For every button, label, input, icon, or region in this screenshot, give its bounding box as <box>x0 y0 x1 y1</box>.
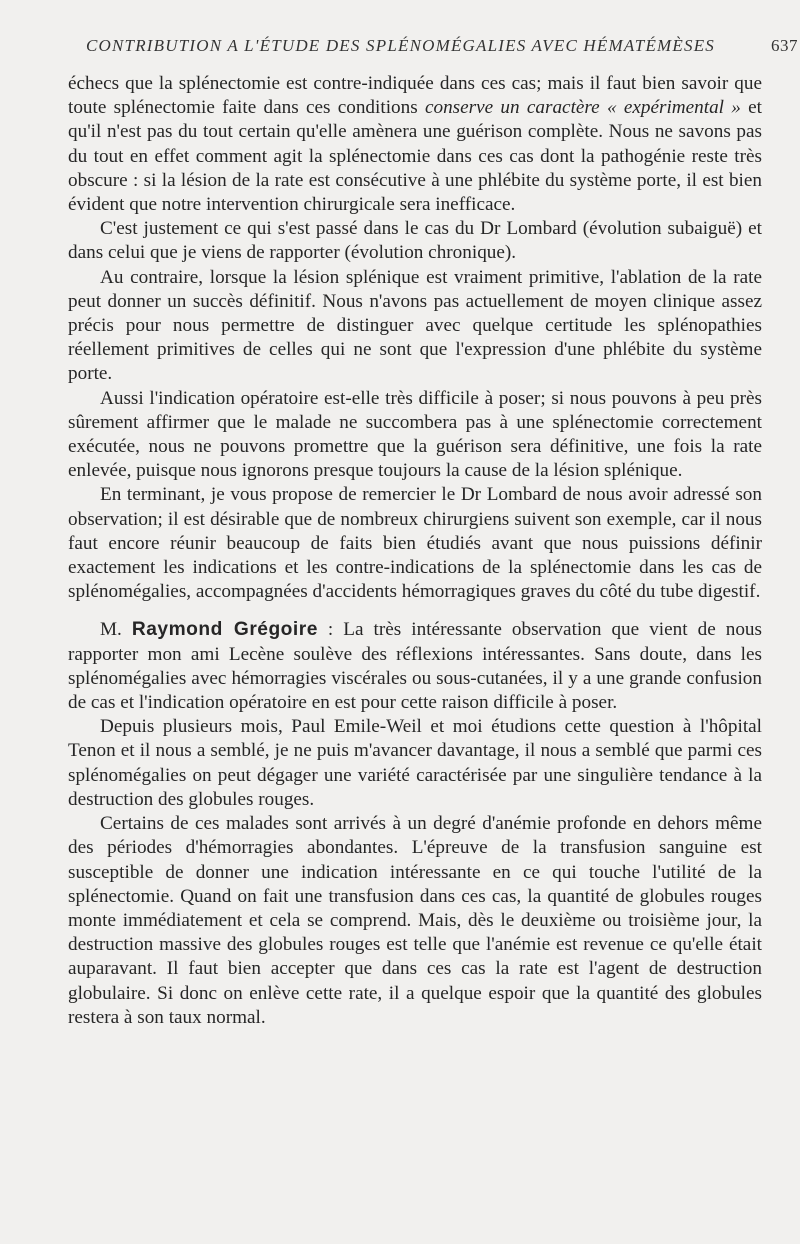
paragraph-2: C'est justement ce qui s'est passé dans le cas du Dr Lombard (évolution subaiguë) et dans celui que je viens de rapporter (évolution chronique). <box>68 218 762 264</box>
body-text <box>68 72 762 1030</box>
paragraph-1-part-a: échecs que la splénectomie est contre-indiquée dans ces cas; mais il faut bien savoir que toute splénectomie faite dans ces conditions <box>68 73 762 119</box>
paragraph-3: Au contraire, lorsque la lésion splénique est vraiment primitive, l'ablation de la rate peut donner un succès définitif. Nous n'avons pas actuellement de moyen clinique assez précis pour nous permettre de distinguer avec quelque certitude les splénopathies réellement primitives de celles qui ne sont que l'expression d'une phlébite du système porte. <box>68 266 762 385</box>
paragraph-4: Aussi l'indication opératoire est-elle très difficile à poser; si nous pouvons à peu près sûrement affirmer que le malade ne succombera pas à une splénectomie correctement exécutée, nous ne pouvons promettre que la guérison sera définitive, une fois la rate enlevée, puisque nous ignorons presque toujours la cause de la lésion splénique. <box>68 387 762 482</box>
paragraph-7: Depuis plusieurs mois, Paul Emile-Weil et moi étudions cette question à l'hôpital Tenon et il nous a semblé, je ne puis m'avancer davantage, il nous a semblé que parmi ces splénomégalies on peut dégager une variété caractérisée par une singulière tendance à la destruction des globules rouges. <box>68 716 762 810</box>
paragraph-1-italic: conserve un caractère « expérimental » <box>424 97 741 119</box>
paragraph-1 <box>68 72 762 217</box>
paragraph-8: Certains de ces malades sont arrivés à un degré d'anémie profonde en dehors même des périodes d'hémorragies abondantes. L'épreuve de la transfusion sanguine est susceptible de donner une indication intéressante en ce qui touche l'utilité de la splénectomie. Quand on fait une transfusion dans ces cas, la quantité de globules rouges monte immédiatement et cela se comprend. Mais, dès le deuxième ou troisième jour, la destruction massive des globules rouges est telle que l'anémie est revenue ce qu'elle était auparavant. Il faut bien accepter que dans ces cas la rate est l'agent de destruction globulaire. Si donc on enlève cette rate, il a quelque espoir que la quantité des globules restera à son taux normal. <box>68 813 762 1028</box>
page-number: 637 <box>771 36 798 55</box>
paragraph-5: En terminant, je vous propose de remercier le Dr Lombard de nous avoir adressé son observation; il est désirable que de nombreux chirurgiens suivent son exemple, car il nous faut encore réunir beaucoup de faits bien étudiés avant que nous puissions définir exactement les indications et les contre-indications de la splénectomie dans les cas de splénomégalies, accompagnées d'accidents hémorragiques graves du côté du tube digestif. <box>68 484 762 603</box>
running-title: CONTRIBUTION A L'ÉTUDE DES SPLÉNOMÉGALIES AVEC HÉMATÉMÈSES <box>86 36 715 55</box>
running-header <box>86 36 798 56</box>
paragraph-6 <box>68 618 762 715</box>
paragraph-6-text: : La très intéressante observation que vient de nous rapporter mon ami Lecène soulève des réflexions intéressantes. Sans doute, dans les splénomégalies avec hémorragies viscérales ou sous-cutanées, il y a une grande confusion de cas et l'indication opératoire en est pour cette raison difficile à poser. <box>68 619 762 714</box>
speaker-prefix: M. <box>100 619 132 641</box>
speaker-name: Raymond Grégoire <box>131 619 318 641</box>
paragraph-1-part-c: et qu'il n'est pas du tout certain qu'elle amènera une guérison complète. Nous ne savons pas du tout en effet comment agit la splénectomie dans ces cas dont la pathogénie reste très obscure : si la lésion de la rate est consécutive à une phlébite du système porte, il est bien évident que notre intervention chirurgicale sera inefficace. <box>68 97 762 216</box>
